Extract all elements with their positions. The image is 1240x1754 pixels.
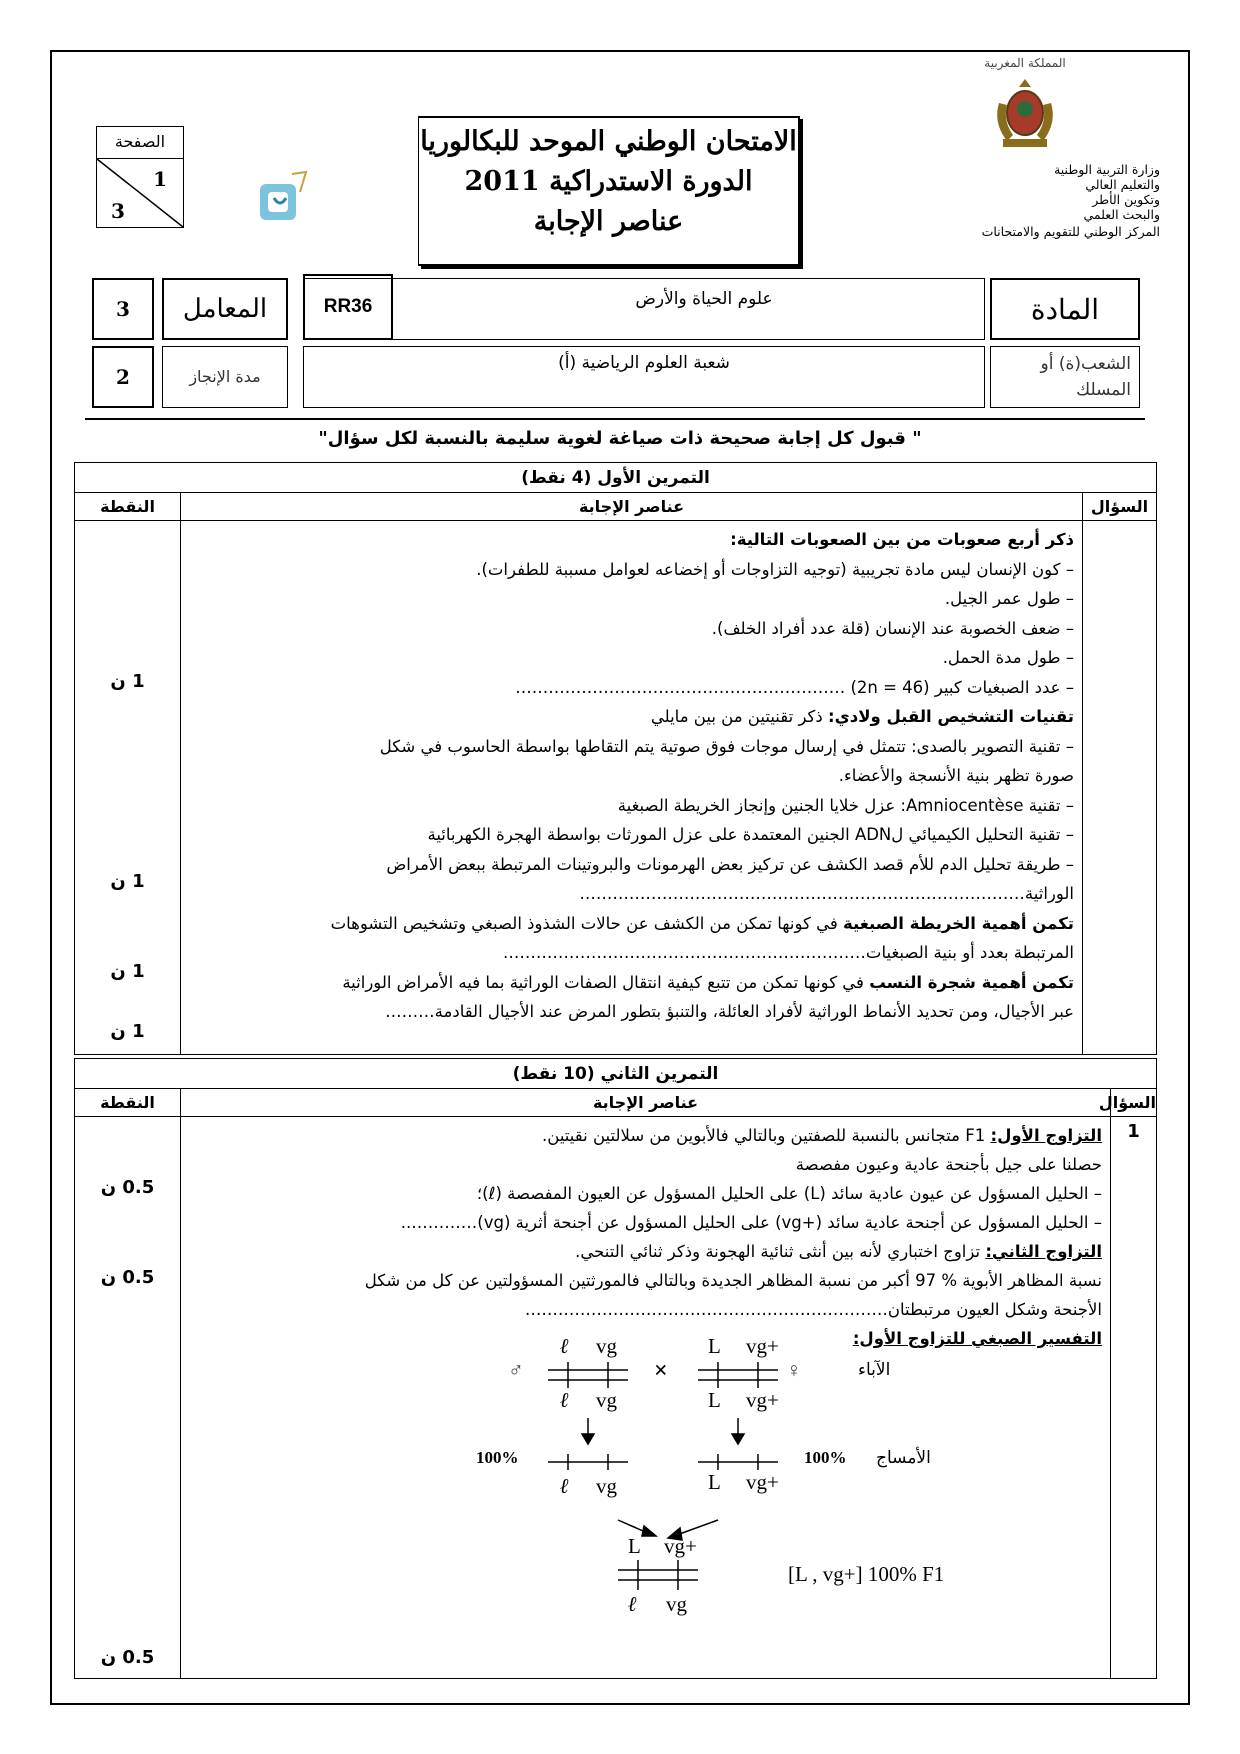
subject-label-cell — [990, 278, 1140, 340]
cross-diagram-lines — [468, 1330, 988, 1640]
answer-line: – تقنية Amniocentèse: عزل خلايا الجنين وإنجاز الخريطة الصبغية — [617, 795, 1075, 815]
parents-label: الآباء — [858, 1360, 891, 1380]
points-cell — [75, 521, 181, 1055]
male-allele-bottom-1: ℓ — [560, 1388, 569, 1412]
center-logo-icon — [256, 168, 314, 226]
branch-label-cell — [990, 346, 1140, 408]
answer-line: – تقنية التصوير بالصدى: تتمثل في إرسال موجات فوق صوتية يتم التقاطها بواسطة الحاسوب في شكل — [379, 736, 1075, 756]
diagonal-divider — [97, 159, 183, 227]
male-allele-top-1: ℓ — [560, 1334, 569, 1358]
coef-label-cell — [162, 278, 288, 340]
subject-code: RR36 — [323, 296, 373, 317]
points-cell — [75, 1117, 181, 1679]
gamete-female-allele-2: vg+ — [746, 1470, 779, 1494]
answer-line: المرتبطة بعدد أو بنية الصبغيات………………………………………………………… — [502, 943, 1075, 962]
gamete-female-percent: 100% — [804, 1448, 847, 1467]
male-allele-bottom-2: vg — [596, 1388, 617, 1412]
col-answer: عناصر الإجابة — [181, 1089, 1111, 1117]
female-allele-top-2: vg+ — [746, 1334, 779, 1358]
answer-line: حصلنا على جيل بأجنحة عادية وعيون مفصصة — [795, 1155, 1102, 1174]
points-value: 1 ن — [110, 871, 145, 892]
f1-allele-bottom-2: vg — [666, 1592, 687, 1616]
female-symbol-icon: ♀ — [786, 1358, 802, 1382]
kingdom-name: المملكة المغربية — [984, 56, 1066, 70]
coef-value-cell — [92, 278, 154, 340]
exam-title-line: الامتحان الوطني الموحد للبكالوريا — [420, 126, 797, 157]
gamete-female-allele-1: L — [708, 1470, 721, 1494]
col-question: السؤال — [1111, 1089, 1157, 1117]
exam-title-box — [418, 116, 800, 266]
gamete-male-allele-2: vg — [596, 1474, 617, 1498]
page-label: الصفحة — [97, 127, 183, 159]
chromosomal-interpretation-label: التفسير الصبغي للتزاوج الأول: — [852, 1329, 1102, 1348]
answer-line: تزاوج اختباري لأنه بين أنثى ثنائية الهجونة وذكر ثنائي التنحي. — [575, 1242, 986, 1261]
female-allele-bottom-2: vg+ — [746, 1388, 779, 1412]
points-value: 0.5 ن — [100, 1177, 155, 1198]
duration-value-cell — [92, 346, 154, 408]
branch-value-cell — [303, 346, 985, 408]
gamete-male-percent: 100% — [476, 1448, 519, 1467]
coef-label: المعامل — [182, 294, 268, 324]
gamete-male-allele-1: ℓ — [560, 1474, 569, 1498]
col-question: السؤال — [1083, 493, 1157, 521]
answer-line: – الحليل المسؤول عن أجنحة عادية سائد (+vg) على الحليل المسؤول عن أجنحة أثرية (vg)………….. — [400, 1213, 1102, 1232]
royal-emblem-icon — [985, 73, 1065, 153]
ministry-line: والتعليم العالي — [1085, 177, 1160, 192]
answer-line: – عدد الصبغيات كبير (2n = 46) …………………………………………………… — [515, 677, 1075, 697]
ministry-block — [890, 55, 1160, 240]
karyotype-heading: تكمن أهمية الخريطة الصبغية — [842, 913, 1075, 933]
answer-line: – طريقة تحليل الدم للأم قصد الكشف عن تركيز بعض الهرمونات والبروتينات المرتبطة ببعض الأمراض — [386, 854, 1075, 874]
page-number-box — [96, 126, 184, 228]
genetic-cross-diagram — [468, 1330, 988, 1640]
male-symbol-icon: ♂ — [508, 1358, 524, 1382]
answer-line: – طول عمر الجيل. — [944, 589, 1075, 608]
page-total: 3 — [111, 199, 125, 223]
points-value: 0.5 ن — [100, 1267, 155, 1288]
cross-2-label: التزاوج الثاني: — [985, 1242, 1102, 1261]
exercise-2-title: التمرين الثاني (10 نقط) — [75, 1059, 1157, 1089]
exercise-1-title: التمرين الأول (4 نقط) — [75, 463, 1157, 493]
branch-label: الشعب(ة) أو المسلك — [1040, 354, 1131, 400]
answer-line: عبر الأجيال، ومن تحديد الأنماط الوراثية لأفراد العائلة، والتنبؤ بتطور المرض عند الأجيال القادمة……… — [385, 1002, 1075, 1021]
grading-note: " قبول كل إجابة صحيحة ذات صياغة لغوية سليمة بالنسبة لكل سؤال" — [318, 428, 922, 449]
answer-key-line: عناصر الإجابة — [533, 206, 684, 237]
male-allele-top-2: vg — [596, 1334, 617, 1358]
f1-allele-bottom-1: ℓ — [628, 1592, 637, 1616]
question-number: 1 — [1111, 1117, 1157, 1679]
col-points: النقطة — [75, 493, 181, 521]
answer-line: الأجنحة وشكل العيون مرتبطتان………………………………………………………… — [524, 1300, 1102, 1319]
ministry-line: وزارة التربية الوطنية — [1054, 162, 1160, 177]
answer-line: – تقنية التحليل الكيميائي لADN الجنين المعتمدة على عزل المورثات بواسطة الهجرة الكهربائية — [427, 825, 1075, 844]
subject-value: علوم الحياة والأرض — [635, 289, 773, 309]
f1-result: [L , vg+] 100% F1 — [788, 1562, 945, 1586]
exercise-1-answer — [181, 521, 1083, 1055]
answer-line: – كون الإنسان ليس مادة تجريبية (توجيه التزاوجات أو إخضاعه لعوامل مسببة للطفرات). — [476, 559, 1075, 579]
col-points: النقطة — [75, 1089, 181, 1117]
question-cell — [1083, 521, 1157, 1055]
pedigree-heading: تكمن أهمية شجرة النسب — [869, 972, 1075, 992]
subject-value-cell — [303, 278, 985, 340]
coef-value: 3 — [116, 297, 130, 321]
ministry-line: والبحث العلمي — [1083, 207, 1160, 222]
female-allele-bottom-1: L — [708, 1388, 721, 1412]
female-allele-top-1: L — [708, 1334, 721, 1358]
cross-1-label: التزاوج الأول: — [990, 1126, 1102, 1145]
col-answer: عناصر الإجابة — [181, 493, 1083, 521]
answer-line: الوراثية……………………………………………………………………… — [579, 884, 1075, 903]
duration-label: مدة الإنجاز — [189, 367, 261, 386]
branch-value: شعبة العلوم الرياضية (أ) — [558, 353, 730, 373]
ministry-line: وتكوين الأطر — [1092, 192, 1160, 207]
answer-line: – الحليل المسؤول عن عيون عادية سائد (L) على الحليل المسؤول عن العيون المفصصة (ℓ)؛ — [476, 1184, 1102, 1203]
prenatal-heading: تقنيات التشخيص القبل ولادي: — [828, 707, 1075, 726]
f1-allele-top-1: L — [628, 1534, 641, 1558]
f1-allele-top-2: vg+ — [664, 1534, 697, 1558]
duration-label-cell — [162, 346, 288, 408]
answer-line: نسبة المظاهر الأبوية % 97 أكبر من نسبة المظاهر الجديدة وبالتالي فالمورثتين المسؤولتين عن كل من شكل — [364, 1271, 1102, 1290]
subject-code-cell — [303, 274, 393, 340]
answer-line: – ضعف الخصوبة عند الإنسان (قلة عدد أفراد الخلف). — [711, 618, 1075, 638]
answer-line: – طول مدة الحمل. — [942, 648, 1075, 667]
cross-symbol: × — [654, 1358, 668, 1384]
points-value: 0.5 ن — [100, 1647, 155, 1668]
page-current: 1 — [153, 167, 167, 191]
answer-line: F1 متجانس بالنسبة للصفتين وبالتالي فالأبوين من سلالتين نقيتين. — [542, 1126, 991, 1145]
duration-value: 2 — [116, 365, 130, 389]
subject-label: المادة — [1030, 292, 1100, 326]
points-value: 1 ن — [110, 671, 145, 692]
exercise-1-table — [74, 462, 1157, 1055]
gametes-label: الأمساج — [876, 1448, 931, 1468]
exam-session-line: الدورة الاستدراكية 2011 — [464, 166, 753, 197]
header-rule — [85, 418, 1145, 420]
points-value: 1 ن — [110, 961, 145, 982]
difficulties-heading: ذكر أربع صعوبات من بين الصعوبات التالية: — [730, 530, 1075, 549]
points-value: 1 ن — [110, 1021, 145, 1042]
answer-line: في كونها تمكن من الكشف عن حالات الشذوذ الصبغي وتشخيص التشوهات — [330, 913, 843, 933]
prenatal-heading-rest: ذكر تقنيتين من بين مايلي — [650, 707, 829, 726]
answer-line: في كونها تمكن من تتبع كيفية انتقال الصفات الوراثية بما فيه الأمراض الوراثية — [342, 972, 870, 992]
evaluation-center-name: المركز الوطني للتقويم والامتحانات — [981, 224, 1160, 239]
answer-line: صورة تظهر بنية الأنسجة والأعضاء. — [838, 766, 1075, 785]
